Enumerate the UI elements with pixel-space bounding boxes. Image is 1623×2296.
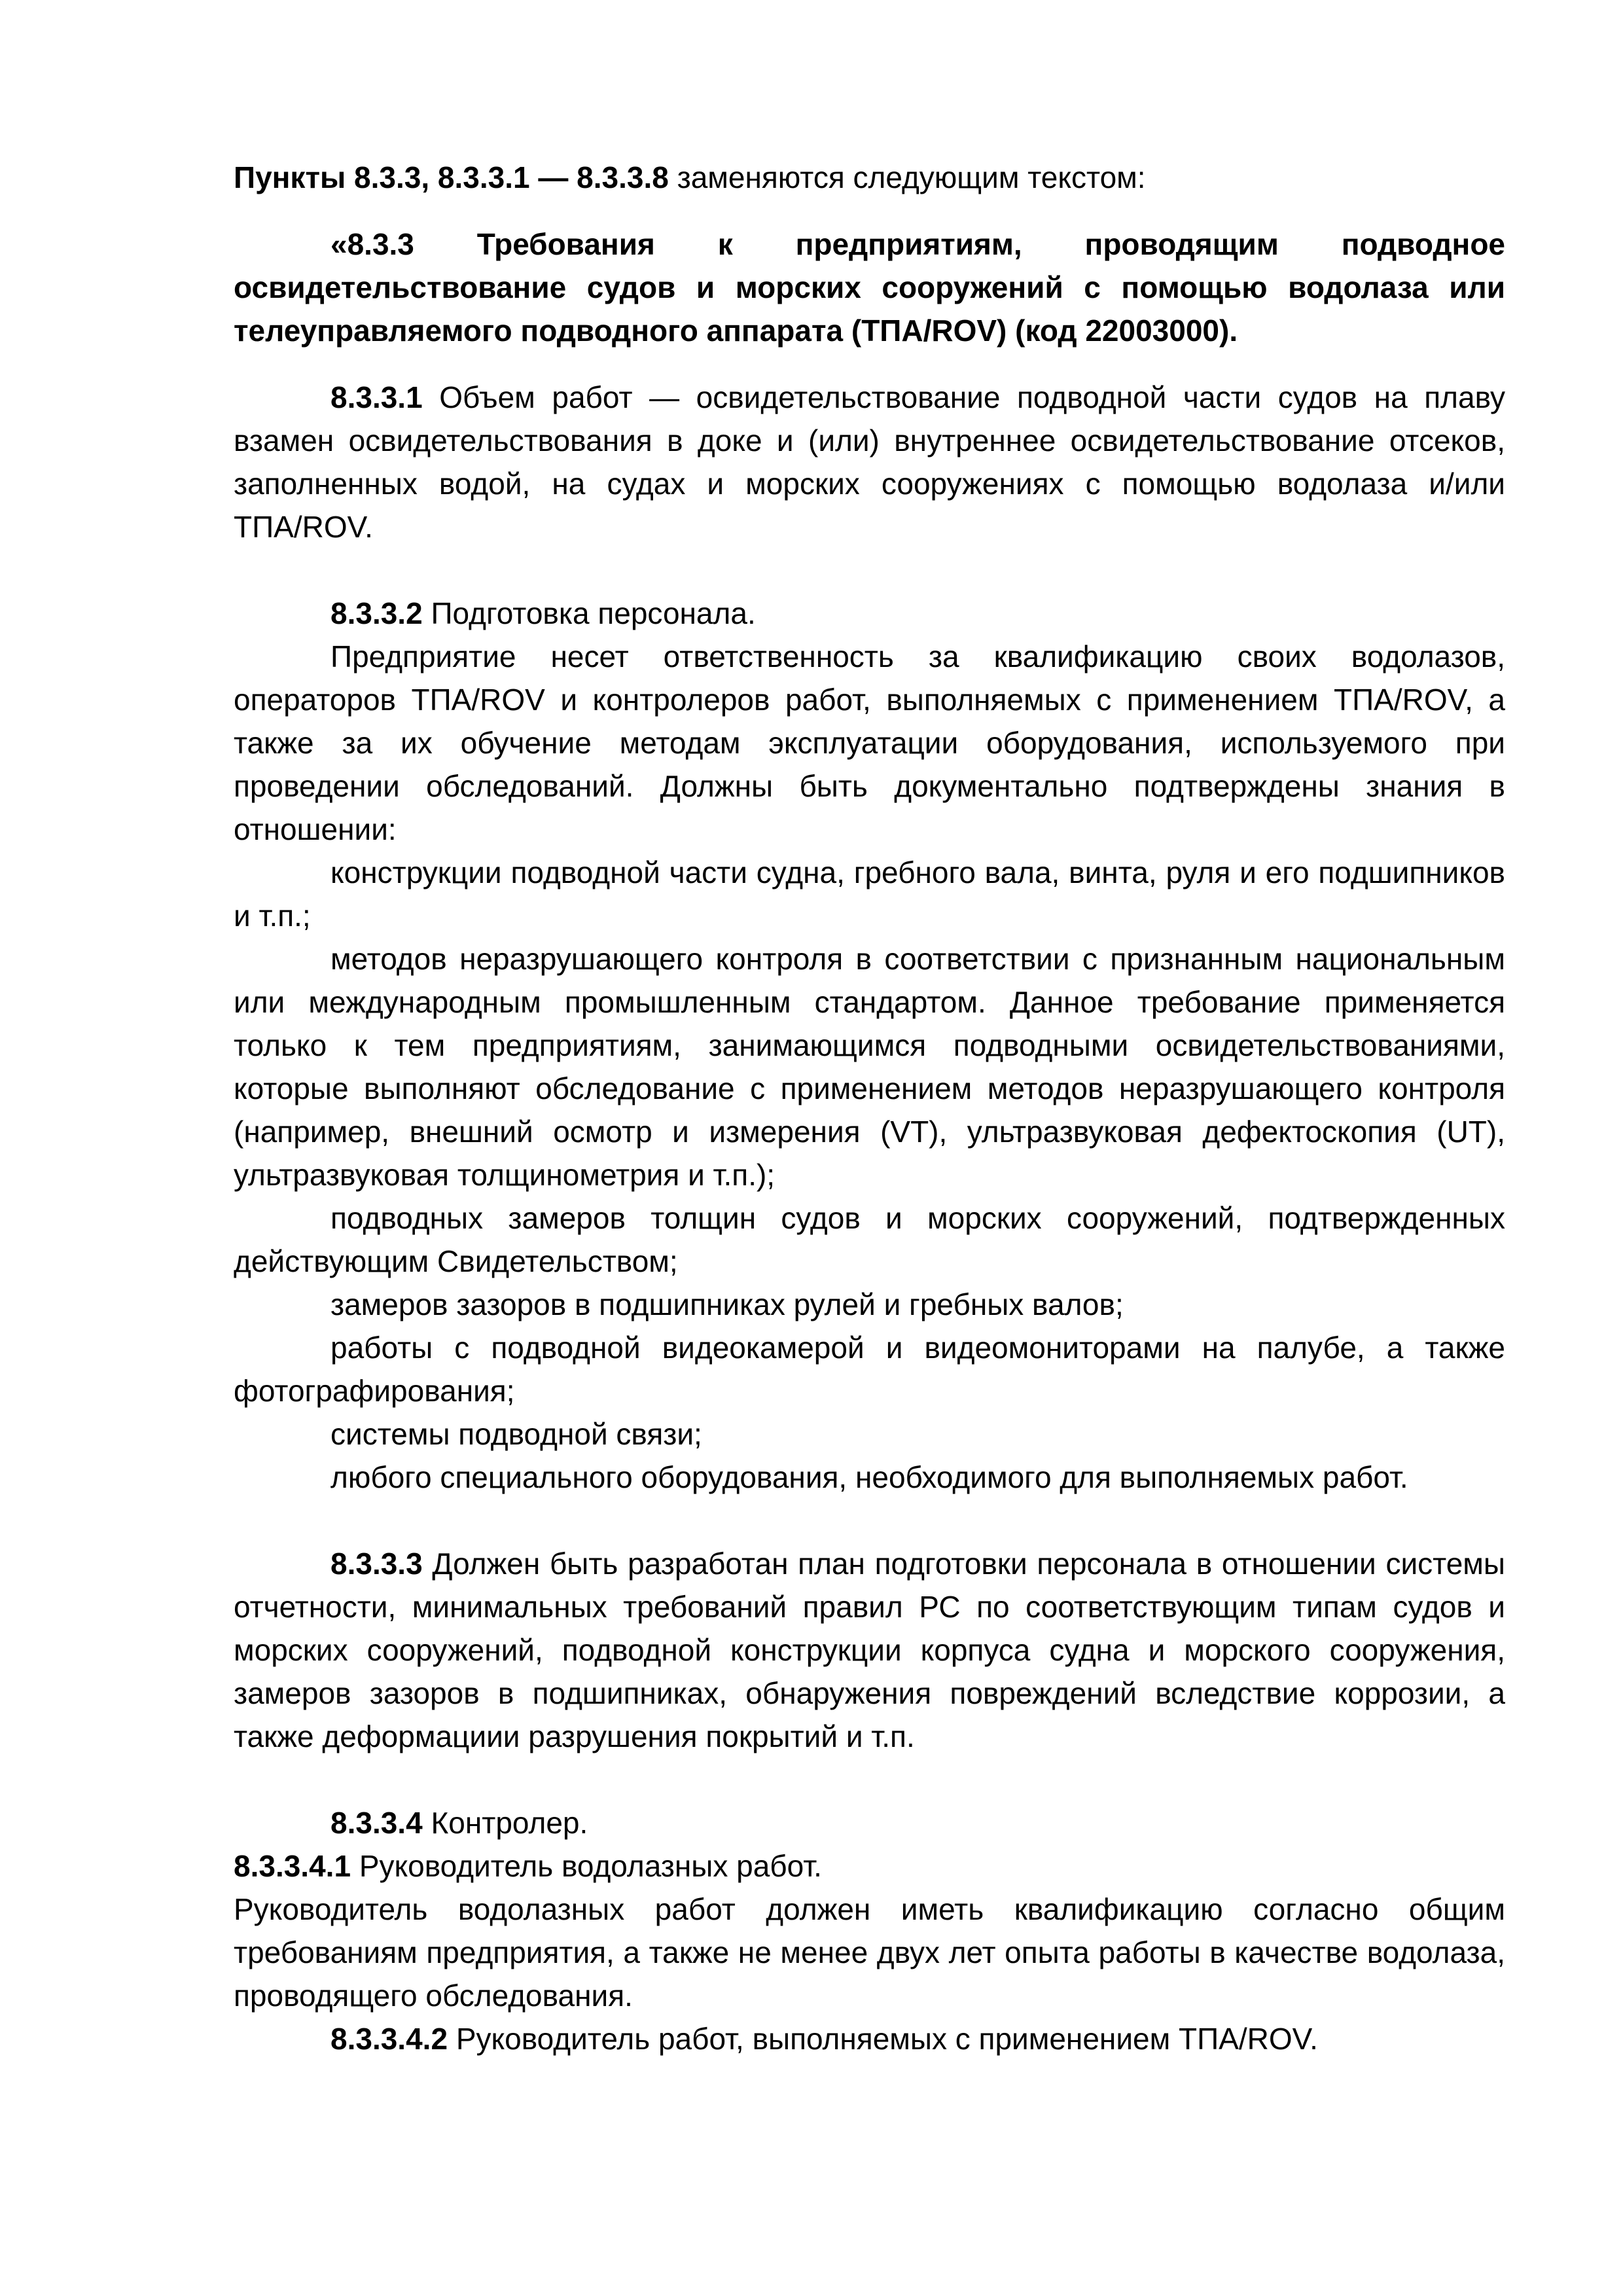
section-8-3-3-4-1-para: Руководитель водолазных работ должен иметь квалификацию согласно общим требованиям предприятия, а также не менее двух лет опыта работы в качестве водолаза, проводящего обследования. (234, 1892, 1505, 2013)
clause-number: 8.3.3.1 (330, 380, 423, 414)
clause-title: Подготовка персонала. (422, 596, 756, 630)
section-8-3-3-3 (234, 1542, 1505, 1758)
list-item: системы подводной связи; (330, 1417, 702, 1451)
clause-text: Должен быть разработан план подготовки персонала в отношении системы отчетности, минимальных требований правил РС по соответствующим типам судов и морских сооружений, подводной конструкции корпуса судна и морского сооружения, замеров зазоров в подшипниках, обнаружения повреждений вследствие коррозии, а также деформациии разрушения покрытий и т.п. (234, 1547, 1505, 1753)
clause-title: Руководитель работ, выполняемых с применением ТПА/ROV. (448, 2022, 1318, 2056)
list-item: замеров зазоров в подшипниках рулей и гребных валов; (330, 1287, 1124, 1321)
document-page (234, 156, 1505, 2060)
clause-number: 8.3.3.3 (330, 1547, 423, 1581)
section-8-3-3-1 (234, 376, 1505, 548)
list-item: подводных замеров толщин судов и морских сооружений, подтвержденных действующим Свидетельством; (234, 1201, 1505, 1278)
clause-number: 8.3.3.2 (330, 596, 423, 630)
clause-title: Контролер. (422, 1806, 588, 1840)
clause-title: Руководитель водолазных работ. (351, 1849, 822, 1883)
list-item: работы с подводной видеокамерой и видеомониторами на палубе, а также фотографирования; (234, 1331, 1505, 1408)
clause-text: Объем работ — освидетельствование подводной части судов на плаву взамен освидетельствования в доке и (или) внутреннее освидетельствование отсеков, заполненных водой, на судах и морских сооружениях с помощью водолаза и/или ТПА/ROV. (234, 380, 1505, 544)
clause-number: 8.3.3.4 (330, 1806, 423, 1840)
intro-line (234, 156, 1505, 199)
section-8-3-3-4-2 (234, 2017, 1505, 2060)
section-8-3-3-4 (234, 1801, 1505, 1844)
clause-number: 8.3.3.4.1 (234, 1849, 351, 1883)
list-item: методов неразрушающего контроля в соответствии с признанным национальным или международным промышленным стандартом. Данное требование применяется только к тем предприятиям, занимающимся подводными освидетельствованиями, которые выполняют обследование с применением методов неразрушающего контроля (например, внешний осмотр и измерения (VT), ультразвуковая дефектоскопия (UT), ультразвуковая толщинометрия и т.п.); (234, 942, 1505, 1192)
section-8-3-3-4-1-title (234, 1844, 1505, 1888)
list-item: любого специального оборудования, необходимого для выполняемых работ. (330, 1460, 1408, 1494)
intro-points: Пункты 8.3.3, 8.3.3.1 — 8.3.3.8 (234, 160, 669, 194)
clause-number: 8.3.3.4.2 (330, 2022, 448, 2056)
list-item: конструкции подводной части судна, гребного вала, винта, руля и его подшипников и т.п.; (234, 855, 1505, 933)
section-8-3-3-2-para: Предприятие несет ответственность за квалификацию своих водолазов, операторов ТПА/ROV и контролеров работ, выполняемых с применением ТПА/ROV, а также за их обучение методам эксплуатации оборудования, используемого при проведении обследований. Должны быть документально подтверждены знания в отношении: (234, 639, 1505, 846)
section-8-3-3-2-title (234, 592, 1505, 635)
intro-text: заменяются следующим текстом: (668, 160, 1146, 194)
section-heading: «8.3.3 Требования к предприятиям, проводящим подводное освидетельствование судов и морских сооружений с помощью водолаза или телеуправляемого подводного аппарата (ТПА/ROV) (код 22003000). (234, 227, 1505, 348)
